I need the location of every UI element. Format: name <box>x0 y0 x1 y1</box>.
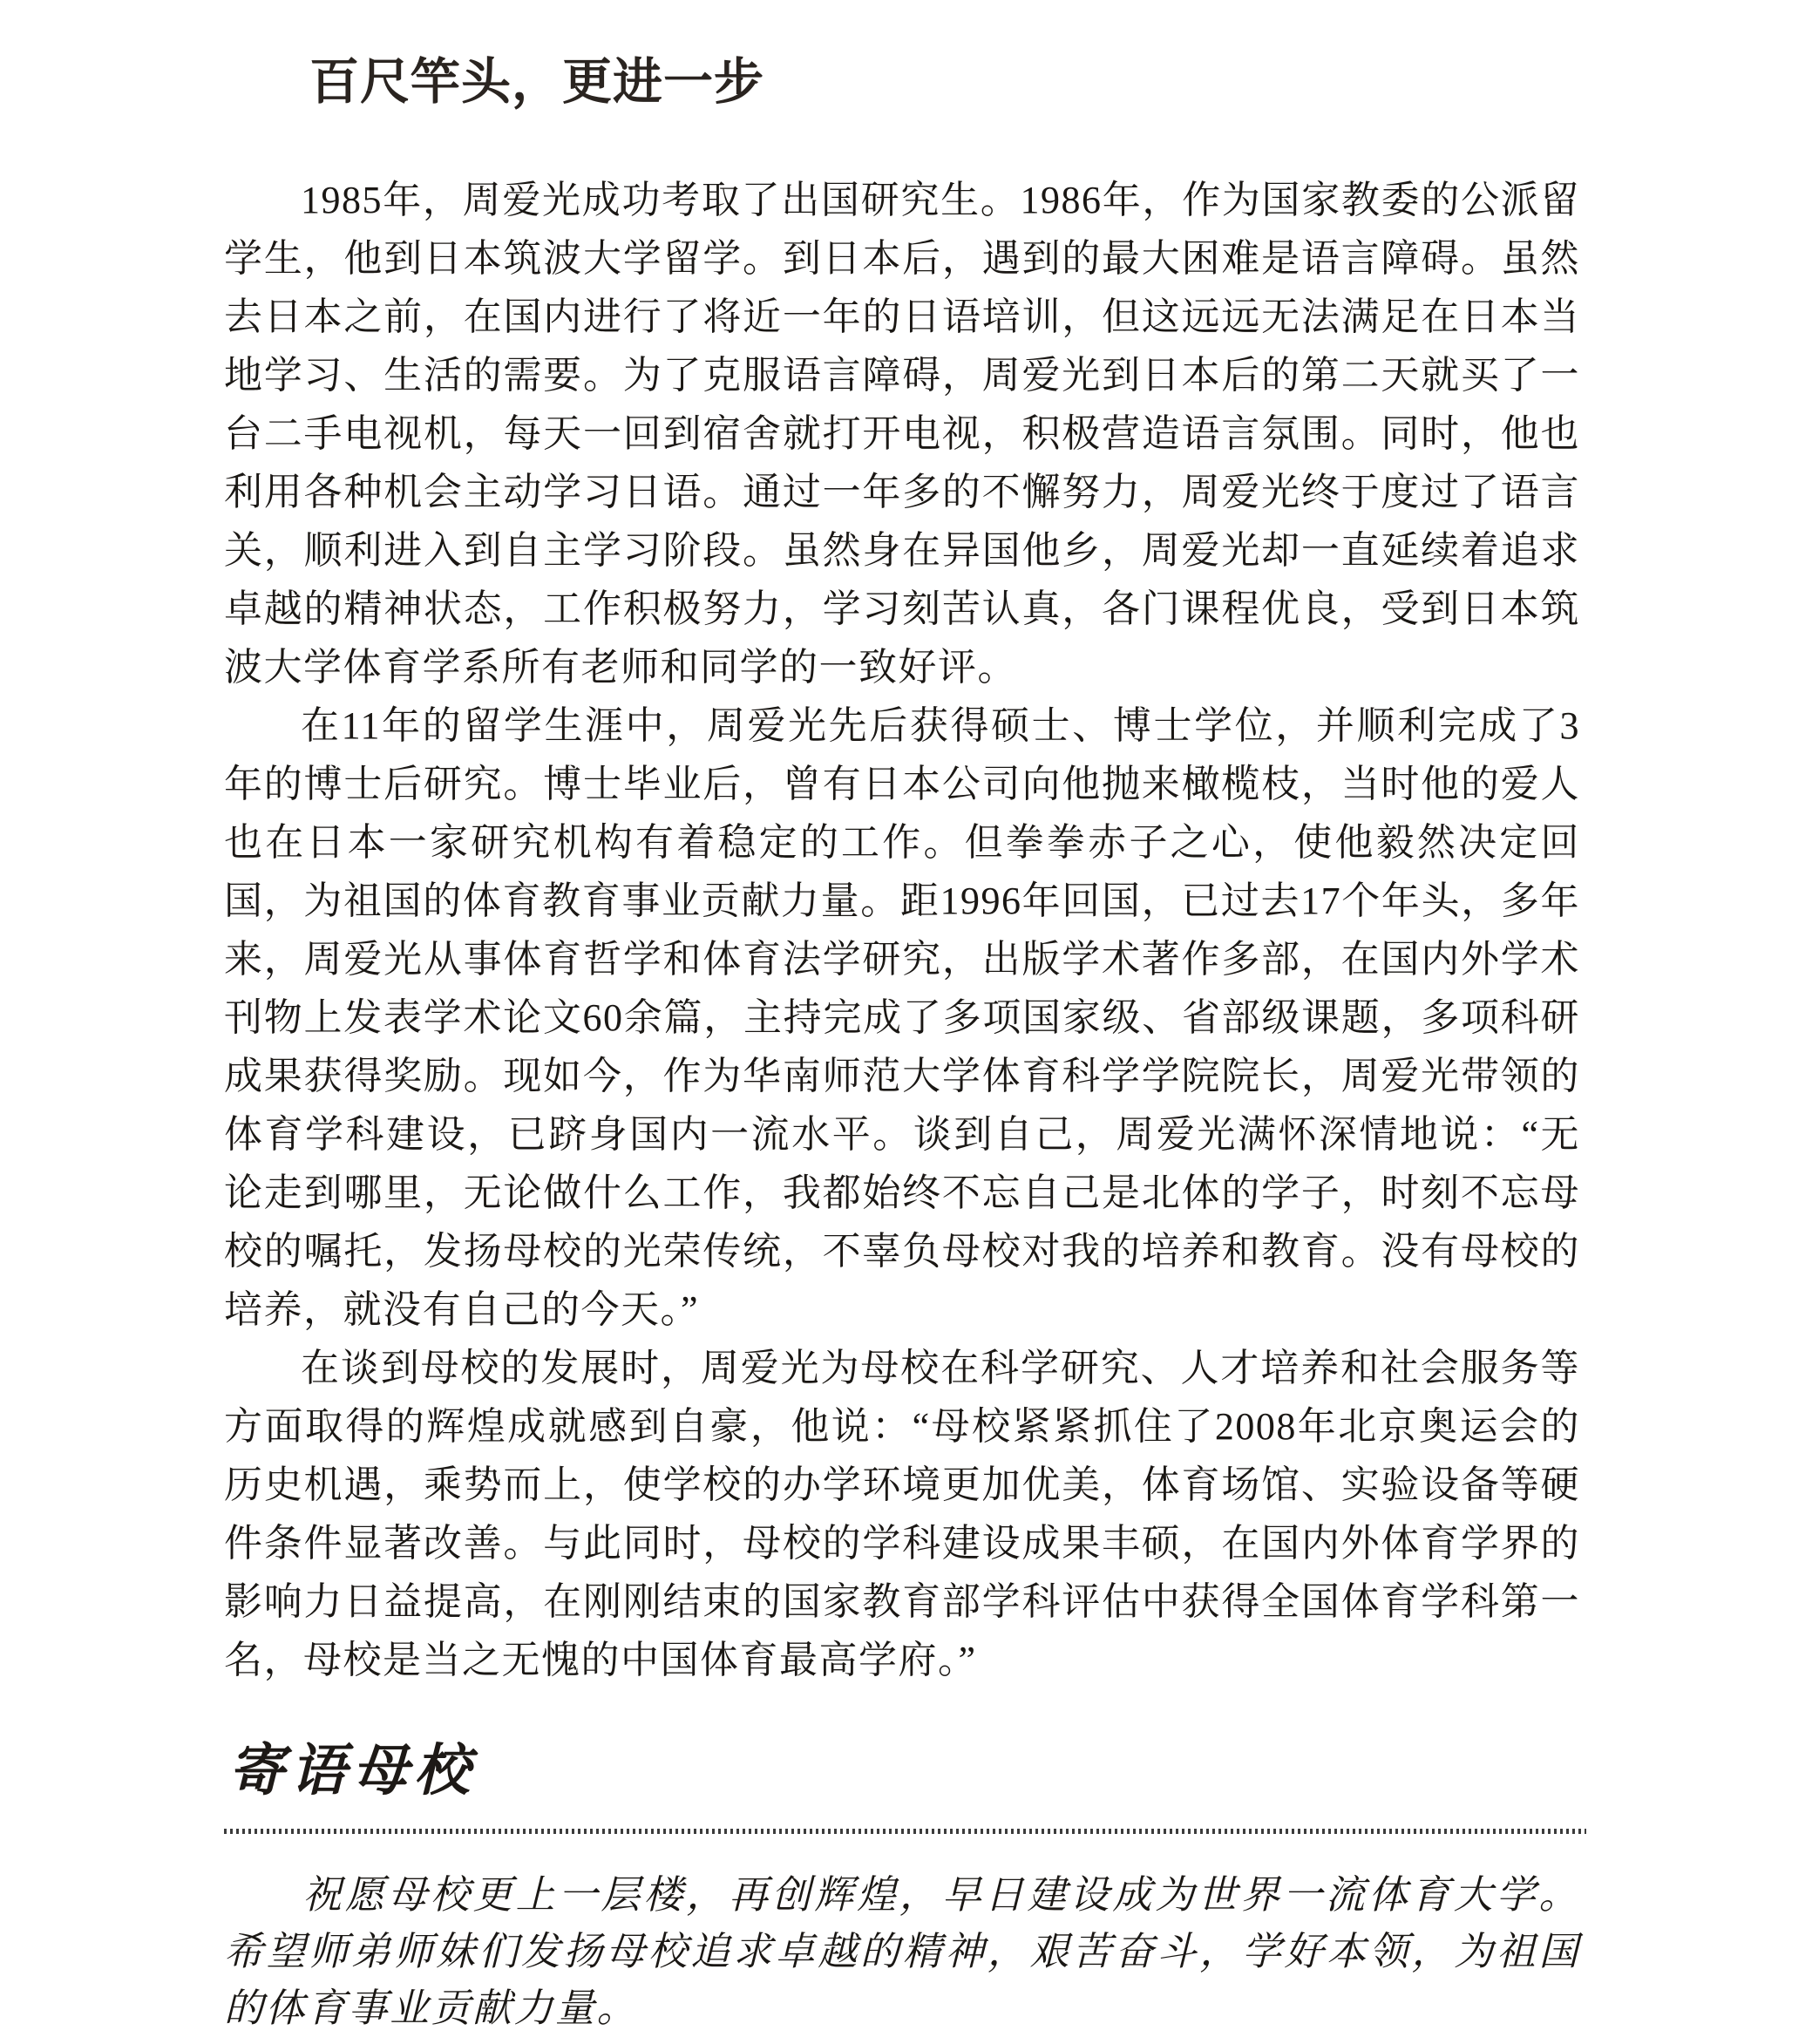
page-title: 百尺竿头，更进一步 <box>309 54 764 110</box>
article-paragraph-2: 在11年的留学生涯中，周爱光先后获得硕士、博士学位，并顺利完成了3年的博士后研究。博士毕业后，曾有日本公司向他抛来橄榄枝，当时他的爱人也在日本一家研究机构有着稳定的工作。但拳拳赤子之心，使他毅然决定回国，为祖国的体育教育事业贡献力量。距1996年回国，已过去17个年头，多年来，周爱光从事体育哲学和体育法学研究，出版学术著作多部，在国内外学术刊物上发表学术论文60余篇，主持完成了多项国家级、省部级课题，多项科研成果获得奖励。现如今，作为华南师范大学体育科学学院院长，周爱光带领的体育学科建设，已跻身国内一流水平。谈到自己，周爱光满怀深情地说：“无论走到哪里，无论做什么工作，我都始终不忘自己是北体的学子，时刻不忘母校的嘱托，发扬母校的光荣传统，不辜负母校对我的培养和教育。没有母校的培养，就没有自己的今天。” <box>224 704 1580 1331</box>
article-paragraph-1: 1985年，周爱光成功考取了出国研究生。1986年，作为国家教委的公派留学生，他到日本筑波大学留学。到日本后，遇到的最大困难是语言障碍。虽然去日本之前，在国内进行了将近一年的日语培训，但这远远无法满足在日本当地学习、生活的需要。为了克服语言障碍，周爱光到日本后的第二天就买了一台二手电视机，每天一回到宿舍就打开电视，积极营造语言氛围。同时，他也利用各种机会主动学习日语。通过一年多的不懈努力，周爱光终于度过了语言关，顺利进入到自主学习阶段。虽然身在异国他乡，周爱光却一直延续着追求卓越的精神状态，工作积极努力，学习刻苦认真，各门课程优良，受到日本筑波大学体育学系所有老师和同学的一致好评。 <box>224 179 1580 689</box>
article-body <box>224 171 1580 1689</box>
section-heading: 寄语母校 <box>228 1740 476 1802</box>
dedication-paragraph: 祝愿母校更上一层楼，再创辉煌，早日建设成为世界一流体育大学。希望师弟师妹们发扬母校追求卓越的精神，艰苦奋斗，学好本领，为祖国的体育事业贡献力量。 <box>224 1873 1580 2030</box>
section-divider <box>224 1829 1586 1834</box>
article-paragraph-3: 在谈到母校的发展时，周爱光为母校在科学研究、人才培养和社会服务等方面取得的辉煌成就感到自豪，他说：“母校紧紧抓住了2008年北京奥运会的历史机遇，乘势而上，使学校的办学环境更加优美，体育场馆、实验设备等硬件条件显著改善。与此同时，母校的学科建设成果丰硕，在国内外体育学界的影响力日益提高，在刚刚结束的国家教育部学科评估中获得全国体育学科第一名，母校是当之无愧的中国体育最高学府。” <box>224 1347 1580 1681</box>
